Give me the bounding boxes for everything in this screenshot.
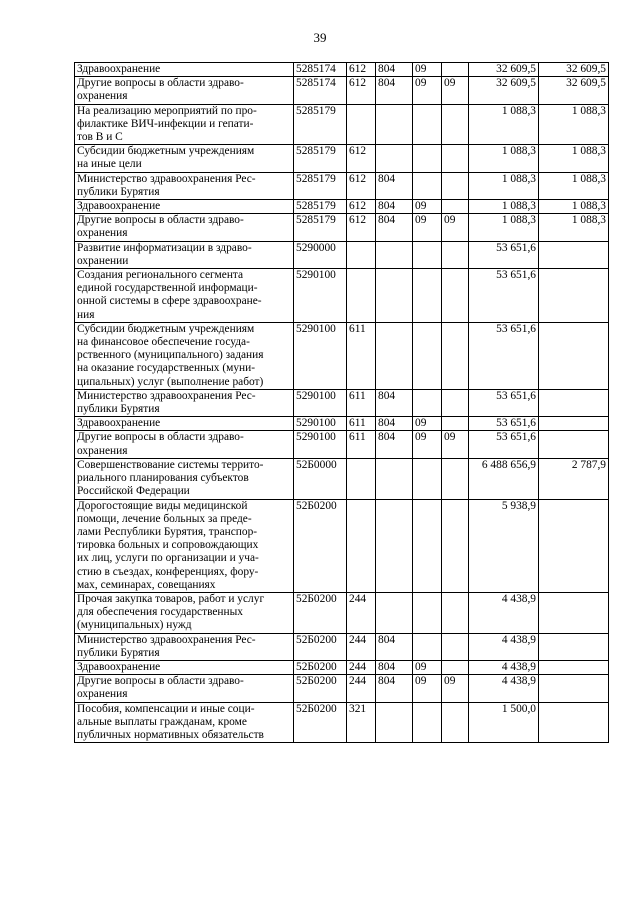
expense-type-cell bbox=[347, 63, 376, 77]
administrator-code-cell bbox=[376, 458, 413, 499]
cell-text: 09 bbox=[415, 431, 427, 444]
cell-text: 52Б0000 bbox=[296, 458, 337, 471]
table-row bbox=[75, 660, 609, 674]
federal-amount-cell bbox=[539, 702, 609, 743]
table-row bbox=[75, 241, 609, 268]
cell-text: 804 bbox=[378, 431, 396, 444]
administrator-code-cell bbox=[376, 431, 413, 458]
cell-text: 09 bbox=[415, 63, 427, 75]
target-article-cell bbox=[294, 389, 347, 416]
amount-cell bbox=[469, 322, 539, 389]
cell-text: 09 bbox=[415, 675, 427, 688]
cell-text: 5 938,9 bbox=[501, 499, 536, 512]
target-article-cell bbox=[294, 592, 347, 633]
section-cell bbox=[413, 241, 442, 268]
table-row bbox=[75, 145, 609, 172]
cell-text: Министерство здравоохранения Рес- публики Бурятия bbox=[77, 633, 256, 659]
cell-text: Развитие информатизации в здраво- охранении bbox=[77, 241, 252, 267]
item-name-cell bbox=[75, 145, 294, 172]
subsection-cell bbox=[442, 104, 469, 145]
item-name-cell bbox=[75, 431, 294, 458]
subsection-cell bbox=[442, 241, 469, 268]
page-number: 39 bbox=[313, 30, 327, 45]
cell-text: Субсидии бюджетным учреждениям на финансовое обеспечение госуда- рственного (муниципального) задания на оказание государственных (муни- ципальных) услуг (выполнение работ) bbox=[77, 322, 264, 388]
amount-cell bbox=[469, 633, 539, 660]
section-cell bbox=[413, 592, 442, 633]
federal-amount-cell bbox=[539, 200, 609, 214]
item-name-cell bbox=[75, 104, 294, 145]
cell-text: 5285179 bbox=[296, 214, 336, 227]
administrator-code-cell bbox=[376, 269, 413, 323]
administrator-code-cell bbox=[376, 389, 413, 416]
subsection-cell bbox=[442, 458, 469, 499]
cell-text: Дорогостоящие виды медицинской помощи, лечение больных за преде- лами Республики Бурятия, транспор- тировка больных и сопровождающих их лиц, услуги по организации и уча- стию в съездах, конференциях, фору- мах, семинарах, совещаниях bbox=[77, 499, 259, 591]
cell-text: 09 bbox=[444, 77, 456, 90]
cell-text: Здравоохранение bbox=[77, 63, 161, 75]
table-row bbox=[75, 431, 609, 458]
administrator-code-cell bbox=[376, 675, 413, 702]
federal-amount-cell bbox=[539, 214, 609, 241]
cell-text: 1 088,3 bbox=[501, 145, 536, 158]
cell-text: 612 bbox=[349, 145, 367, 158]
section-cell bbox=[413, 200, 442, 214]
table-row bbox=[75, 269, 609, 323]
cell-text: 09 bbox=[444, 214, 456, 227]
expense-type-cell bbox=[347, 702, 376, 743]
cell-text: 09 bbox=[444, 675, 456, 688]
administrator-code-cell bbox=[376, 145, 413, 172]
cell-text: 612 bbox=[349, 214, 367, 227]
item-name-cell bbox=[75, 269, 294, 323]
cell-text: Создания регионального сегмента единой государственной информаци- онной системы в сфере здравоохране- ния bbox=[77, 269, 262, 321]
cell-text: 52Б0200 bbox=[296, 660, 337, 673]
cell-text: Другие вопросы в области здраво- охранения bbox=[77, 214, 244, 240]
cell-text: 5290100 bbox=[296, 431, 336, 444]
target-article-cell bbox=[294, 63, 347, 77]
target-article-cell bbox=[294, 104, 347, 145]
administrator-code-cell bbox=[376, 322, 413, 389]
table-row bbox=[75, 389, 609, 416]
cell-text: 5285179 bbox=[296, 104, 336, 117]
amount-cell bbox=[469, 77, 539, 104]
section-cell bbox=[413, 499, 442, 592]
item-name-cell bbox=[75, 702, 294, 743]
cell-text: 53 651,6 bbox=[496, 269, 536, 282]
section-cell bbox=[413, 660, 442, 674]
target-article-cell bbox=[294, 200, 347, 214]
item-name-cell bbox=[75, 200, 294, 214]
amount-cell bbox=[469, 592, 539, 633]
amount-cell bbox=[469, 269, 539, 323]
cell-text: 321 bbox=[349, 702, 367, 715]
amount-cell bbox=[469, 200, 539, 214]
target-article-cell bbox=[294, 241, 347, 268]
cell-text: 2 787,9 bbox=[571, 458, 606, 471]
section-cell bbox=[413, 214, 442, 241]
item-name-cell bbox=[75, 63, 294, 77]
cell-text: 804 bbox=[378, 63, 396, 75]
subsection-cell bbox=[442, 702, 469, 743]
amount-cell bbox=[469, 417, 539, 431]
cell-text: Здравоохранение bbox=[77, 660, 161, 673]
cell-text: 5285179 bbox=[296, 145, 336, 158]
administrator-code-cell bbox=[376, 592, 413, 633]
cell-text: 804 bbox=[378, 633, 396, 646]
cell-text: 5285179 bbox=[296, 200, 336, 213]
administrator-code-cell bbox=[376, 172, 413, 199]
cell-text: 1 088,3 bbox=[501, 214, 536, 227]
federal-amount-cell bbox=[539, 592, 609, 633]
cell-text: 611 bbox=[349, 417, 366, 430]
cell-text: 611 bbox=[349, 322, 366, 335]
cell-text: Министерство здравоохранения Рес- публики Бурятия bbox=[77, 389, 256, 416]
cell-text: 09 bbox=[415, 417, 427, 430]
cell-text: 1 088,3 bbox=[501, 172, 536, 185]
subsection-cell bbox=[442, 675, 469, 702]
cell-text: Здравоохранение bbox=[77, 200, 161, 213]
section-cell bbox=[413, 417, 442, 431]
cell-text: 53 651,6 bbox=[496, 241, 536, 254]
table-row bbox=[75, 499, 609, 592]
table-row bbox=[75, 77, 609, 104]
administrator-code-cell bbox=[376, 633, 413, 660]
administrator-code-cell bbox=[376, 660, 413, 674]
cell-text: 5285174 bbox=[296, 63, 336, 75]
cell-text: Здравоохранение bbox=[77, 417, 161, 430]
cell-text: 09 bbox=[415, 200, 427, 213]
item-name-cell bbox=[75, 214, 294, 241]
cell-text: 611 bbox=[349, 389, 366, 402]
cell-text: Министерство здравоохранения Рес- публики Бурятия bbox=[77, 172, 256, 198]
section-cell bbox=[413, 63, 442, 77]
subsection-cell bbox=[442, 172, 469, 199]
cell-text: 1 088,3 bbox=[571, 200, 606, 213]
subsection-cell bbox=[442, 499, 469, 592]
federal-amount-cell bbox=[539, 417, 609, 431]
cell-text: 09 bbox=[444, 431, 456, 444]
cell-text: 5285174 bbox=[296, 77, 336, 90]
expense-type-cell bbox=[347, 499, 376, 592]
cell-text: Пособия, компенсации и иные соци- альные выплаты гражданам, кроме публичных нормативных обязательств bbox=[77, 702, 264, 741]
cell-text: 5290100 bbox=[296, 389, 336, 402]
cell-text: 611 bbox=[349, 431, 366, 444]
administrator-code-cell bbox=[376, 104, 413, 145]
cell-text: 4 438,9 bbox=[501, 633, 536, 646]
target-article-cell bbox=[294, 145, 347, 172]
cell-text: 5290000 bbox=[296, 241, 336, 254]
amount-cell bbox=[469, 458, 539, 499]
cell-text: 4 438,9 bbox=[501, 675, 536, 688]
subsection-cell bbox=[442, 633, 469, 660]
subsection-cell bbox=[442, 77, 469, 104]
cell-text: 804 bbox=[378, 389, 396, 402]
item-name-cell bbox=[75, 241, 294, 268]
administrator-code-cell bbox=[376, 499, 413, 592]
cell-text: 52Б0200 bbox=[296, 592, 337, 605]
cell-text: 5290100 bbox=[296, 322, 336, 335]
expense-type-cell bbox=[347, 200, 376, 214]
cell-text: 1 088,3 bbox=[571, 145, 606, 158]
federal-amount-cell bbox=[539, 499, 609, 592]
cell-text: На реализацию мероприятий по про- филактике ВИЧ-инфекции и гепати- тов В и С bbox=[77, 104, 257, 144]
item-name-cell bbox=[75, 458, 294, 499]
cell-text: 6 488 656,9 bbox=[481, 458, 536, 471]
expense-type-cell bbox=[347, 172, 376, 199]
section-cell bbox=[413, 322, 442, 389]
cell-text: 53 651,6 bbox=[496, 417, 536, 430]
cell-text: 32 609,5 bbox=[566, 77, 606, 90]
expense-type-cell bbox=[347, 77, 376, 104]
cell-text: 5290100 bbox=[296, 417, 336, 430]
expense-type-cell bbox=[347, 104, 376, 145]
cell-text: 804 bbox=[378, 214, 396, 227]
item-name-cell bbox=[75, 592, 294, 633]
cell-text: 612 bbox=[349, 63, 367, 75]
section-cell bbox=[413, 702, 442, 743]
subsection-cell bbox=[442, 269, 469, 323]
federal-amount-cell bbox=[539, 633, 609, 660]
cell-text: 804 bbox=[378, 77, 396, 90]
cell-text: 1 088,3 bbox=[571, 214, 606, 227]
federal-amount-cell bbox=[539, 104, 609, 145]
cell-text: 32 609,5 bbox=[496, 77, 536, 90]
federal-amount-cell bbox=[539, 145, 609, 172]
target-article-cell bbox=[294, 675, 347, 702]
cell-text: Совершенствование системы террито- риального планирования субъектов Российской Федерации bbox=[77, 458, 264, 498]
administrator-code-cell bbox=[376, 214, 413, 241]
administrator-code-cell bbox=[376, 417, 413, 431]
subsection-cell bbox=[442, 592, 469, 633]
amount-cell bbox=[469, 499, 539, 592]
table-row bbox=[75, 214, 609, 241]
amount-cell bbox=[469, 660, 539, 674]
cell-text: 804 bbox=[378, 172, 396, 185]
target-article-cell bbox=[294, 214, 347, 241]
section-cell bbox=[413, 389, 442, 416]
federal-amount-cell bbox=[539, 675, 609, 702]
amount-cell bbox=[469, 104, 539, 145]
administrator-code-cell bbox=[376, 241, 413, 268]
section-cell bbox=[413, 77, 442, 104]
table-row bbox=[75, 675, 609, 702]
cell-text: 32 609,5 bbox=[566, 63, 606, 75]
expense-type-cell bbox=[347, 269, 376, 323]
section-cell bbox=[413, 145, 442, 172]
section-cell bbox=[413, 633, 442, 660]
amount-cell bbox=[469, 145, 539, 172]
cell-text: 52Б0200 bbox=[296, 633, 337, 646]
expense-type-cell bbox=[347, 145, 376, 172]
expense-type-cell bbox=[347, 592, 376, 633]
cell-text: Субсидии бюджетным учреждениям на иные цели bbox=[77, 145, 255, 171]
table-row bbox=[75, 63, 609, 77]
cell-text: Другие вопросы в области здраво- охранения bbox=[77, 431, 244, 457]
target-article-cell bbox=[294, 322, 347, 389]
section-cell bbox=[413, 675, 442, 702]
expense-type-cell bbox=[347, 675, 376, 702]
cell-text: 612 bbox=[349, 77, 367, 90]
target-article-cell bbox=[294, 458, 347, 499]
expense-type-cell bbox=[347, 431, 376, 458]
amount-cell bbox=[469, 172, 539, 199]
target-article-cell bbox=[294, 77, 347, 104]
cell-text: 09 bbox=[415, 77, 427, 90]
cell-text: 244 bbox=[349, 675, 367, 688]
cell-text: 804 bbox=[378, 417, 396, 430]
item-name-cell bbox=[75, 322, 294, 389]
cell-text: Другие вопросы в области здраво- охранения bbox=[77, 675, 244, 701]
subsection-cell bbox=[442, 431, 469, 458]
amount-cell bbox=[469, 389, 539, 416]
federal-amount-cell bbox=[539, 389, 609, 416]
federal-amount-cell bbox=[539, 660, 609, 674]
cell-text: 32 609,5 bbox=[496, 63, 536, 75]
expense-type-cell bbox=[347, 389, 376, 416]
federal-amount-cell bbox=[539, 269, 609, 323]
target-article-cell bbox=[294, 499, 347, 592]
expense-type-cell bbox=[347, 241, 376, 268]
expense-type-cell bbox=[347, 633, 376, 660]
subsection-cell bbox=[442, 389, 469, 416]
table-row bbox=[75, 104, 609, 145]
administrator-code-cell bbox=[376, 200, 413, 214]
cell-text: 1 500,0 bbox=[501, 702, 536, 715]
section-cell bbox=[413, 104, 442, 145]
item-name-cell bbox=[75, 389, 294, 416]
federal-amount-cell bbox=[539, 458, 609, 499]
amount-cell bbox=[469, 63, 539, 77]
cell-text: Другие вопросы в области здраво- охранения bbox=[77, 77, 244, 103]
item-name-cell bbox=[75, 499, 294, 592]
cell-text: 244 bbox=[349, 660, 367, 673]
subsection-cell bbox=[442, 63, 469, 77]
cell-text: 1 088,3 bbox=[571, 172, 606, 185]
cell-text: 804 bbox=[378, 675, 396, 688]
cell-text: Прочая закупка товаров, работ и услуг для обеспечения государственных (муниципальных) нужд bbox=[77, 592, 265, 632]
cell-text: 1 088,3 bbox=[501, 104, 536, 117]
cell-text: 244 bbox=[349, 592, 367, 605]
section-cell bbox=[413, 458, 442, 499]
cell-text: 09 bbox=[415, 214, 427, 227]
target-article-cell bbox=[294, 633, 347, 660]
federal-amount-cell bbox=[539, 63, 609, 77]
subsection-cell bbox=[442, 660, 469, 674]
target-article-cell bbox=[294, 417, 347, 431]
target-article-cell bbox=[294, 431, 347, 458]
subsection-cell bbox=[442, 200, 469, 214]
administrator-code-cell bbox=[376, 63, 413, 77]
cell-text: 53 651,6 bbox=[496, 431, 536, 444]
item-name-cell bbox=[75, 660, 294, 674]
expense-type-cell bbox=[347, 458, 376, 499]
subsection-cell bbox=[442, 322, 469, 389]
expense-type-cell bbox=[347, 214, 376, 241]
item-name-cell bbox=[75, 417, 294, 431]
cell-text: 4 438,9 bbox=[501, 592, 536, 605]
budget-table bbox=[74, 62, 609, 743]
item-name-cell bbox=[75, 675, 294, 702]
cell-text: 52Б0200 bbox=[296, 499, 337, 512]
table-row bbox=[75, 200, 609, 214]
target-article-cell bbox=[294, 269, 347, 323]
budget-table-body bbox=[75, 63, 609, 743]
target-article-cell bbox=[294, 702, 347, 743]
cell-text: 612 bbox=[349, 172, 367, 185]
table-row bbox=[75, 172, 609, 199]
cell-text: 5285179 bbox=[296, 172, 336, 185]
federal-amount-cell bbox=[539, 77, 609, 104]
cell-text: 1 088,3 bbox=[571, 104, 606, 117]
item-name-cell bbox=[75, 77, 294, 104]
amount-cell bbox=[469, 675, 539, 702]
section-cell bbox=[413, 431, 442, 458]
cell-text: 5290100 bbox=[296, 269, 336, 282]
administrator-code-cell bbox=[376, 702, 413, 743]
federal-amount-cell bbox=[539, 322, 609, 389]
table-row bbox=[75, 633, 609, 660]
federal-amount-cell bbox=[539, 431, 609, 458]
cell-text: 52Б0200 bbox=[296, 702, 337, 715]
subsection-cell bbox=[442, 214, 469, 241]
item-name-cell bbox=[75, 633, 294, 660]
amount-cell bbox=[469, 241, 539, 268]
cell-text: 53 651,6 bbox=[496, 389, 536, 402]
cell-text: 804 bbox=[378, 200, 396, 213]
cell-text: 09 bbox=[415, 660, 427, 673]
expense-type-cell bbox=[347, 322, 376, 389]
amount-cell bbox=[469, 214, 539, 241]
subsection-cell bbox=[442, 145, 469, 172]
target-article-cell bbox=[294, 660, 347, 674]
table-row bbox=[75, 322, 609, 389]
subsection-cell bbox=[442, 417, 469, 431]
cell-text: 52Б0200 bbox=[296, 675, 337, 688]
cell-text: 4 438,9 bbox=[501, 660, 536, 673]
cell-text: 612 bbox=[349, 200, 367, 213]
amount-cell bbox=[469, 431, 539, 458]
table-row bbox=[75, 417, 609, 431]
item-name-cell bbox=[75, 172, 294, 199]
table-row bbox=[75, 592, 609, 633]
cell-text: 244 bbox=[349, 633, 367, 646]
table-row bbox=[75, 458, 609, 499]
federal-amount-cell bbox=[539, 172, 609, 199]
section-cell bbox=[413, 269, 442, 323]
federal-amount-cell bbox=[539, 241, 609, 268]
administrator-code-cell bbox=[376, 77, 413, 104]
expense-type-cell bbox=[347, 660, 376, 674]
target-article-cell bbox=[294, 172, 347, 199]
cell-text: 1 088,3 bbox=[501, 200, 536, 213]
table-row bbox=[75, 702, 609, 743]
amount-cell bbox=[469, 702, 539, 743]
cell-text: 804 bbox=[378, 660, 396, 673]
section-cell bbox=[413, 172, 442, 199]
expense-type-cell bbox=[347, 417, 376, 431]
cell-text: 53 651,6 bbox=[496, 322, 536, 335]
